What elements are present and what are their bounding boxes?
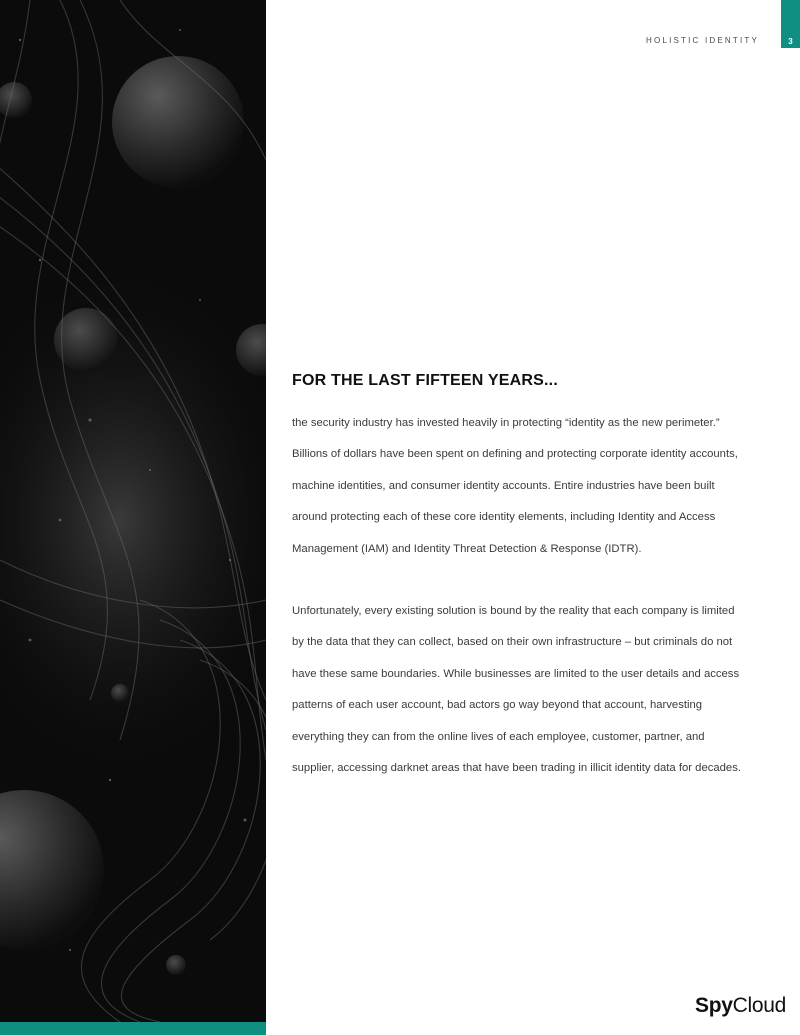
paragraph-1: the security industry has invested heavily in protecting “identity as the new perimeter.” Billions of dollars have been spent on defining and protecting corporate identity accounts, machine identities, and consumer identity accounts. Entire industries have been built around protecting each of these core identity elements, including Identity and Access Management (IAM) and Identity Threat Detection & Response (IDTR).	[292, 417, 738, 555]
section-heading: FOR THE LAST FIFTEEN YEARS...	[292, 372, 558, 389]
abstract-space-image	[0, 0, 266, 1022]
article-body	[292, 372, 742, 784]
cosmic-artwork	[0, 0, 266, 1022]
logo-spy-text: Spy	[695, 994, 733, 1017]
paragraph-2: Unfortunately, every existing solution is bound by the reality that each company is limited by the data that they can collect, based on their own infrastructure – but criminals do not have these same boundaries. While businesses are limited to the user details and access patterns of each user account, bad actors go way beyond that account, harvesting everything they can from the online lives of each employee, customer, partner, and supplier, accessing darknet areas that have been trading in illicit identity data for decades.	[292, 605, 742, 775]
running-header: HOLISTIC IDENTITY	[646, 36, 759, 45]
footer-accent-bar	[0, 1022, 266, 1035]
page-number: 3	[788, 37, 793, 46]
logo-cloud-text: Cloud	[732, 994, 786, 1017]
spycloud-logo	[695, 994, 786, 1018]
page-number-tab	[781, 0, 800, 48]
